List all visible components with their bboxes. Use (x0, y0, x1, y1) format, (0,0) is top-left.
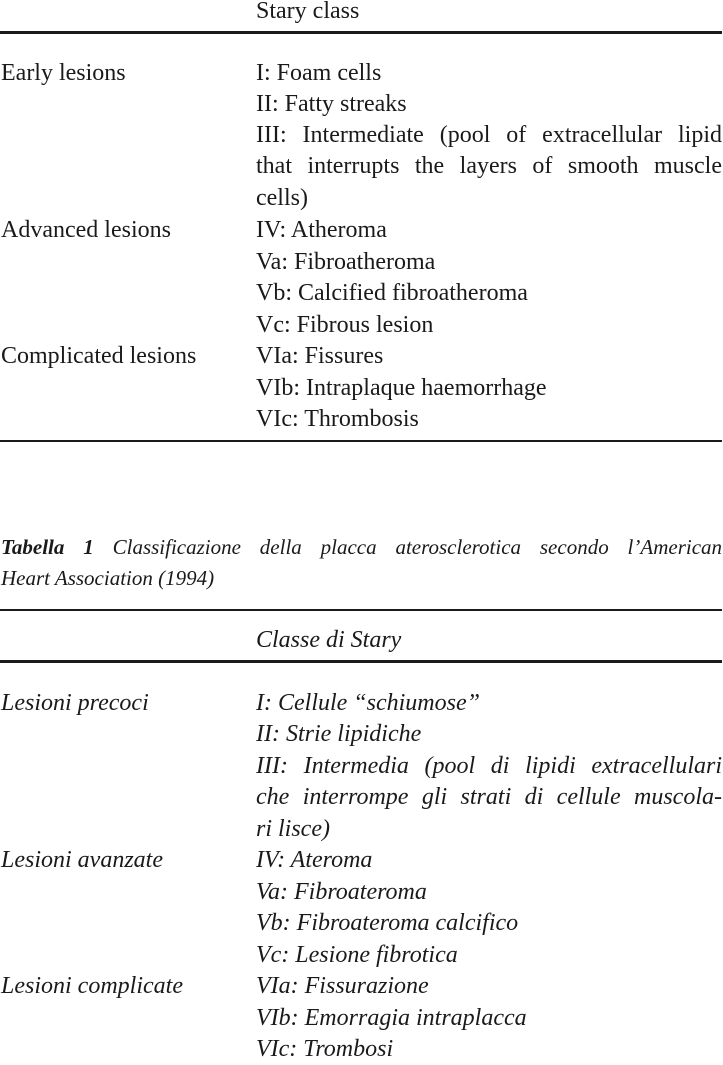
english-line: VIb: Intraplaque haemorrhage (256, 375, 547, 401)
english-bottom-rule (0, 440, 722, 442)
english-line: that interrupts the layers of smooth muscle (256, 153, 722, 179)
english-line: III: Intermediate (pool of extracellular lipid (256, 122, 722, 148)
english-line: Va: Fibroatheroma (256, 249, 436, 275)
english-line: I: Foam cells (256, 60, 382, 86)
english-group-label-early: Early lesions (1, 60, 126, 86)
english-line: VIc: Thrombosis (256, 406, 419, 432)
english-group-label-advanced: Advanced lesions (1, 217, 171, 243)
italian-group-label-advanced: Lesioni avanzate (1, 847, 163, 873)
caption-line-2: Heart Association (1994) (1, 566, 215, 590)
english-group-label-complicated: Complicated lesions (1, 343, 197, 369)
english-column-header: Stary class (256, 0, 360, 24)
italian-column-header: Classe di Stary (256, 627, 402, 653)
english-line: VIa: Fissures (256, 343, 384, 369)
italian-header-rule (0, 660, 722, 663)
italian-line: Va: Fibroateroma (256, 879, 427, 905)
english-line: Vb: Calcified fibroatheroma (256, 280, 528, 306)
italian-line: che interrompe gli strati di cellule muscola- (256, 784, 722, 810)
english-header-rule (0, 31, 722, 34)
italian-top-rule (0, 609, 722, 611)
italian-group-label-early: Lesioni precoci (1, 690, 149, 716)
italian-line: VIc: Trombosi (256, 1036, 394, 1062)
italian-line: I: Cellule “schiumose” (256, 690, 480, 716)
english-line: II: Fatty streaks (256, 91, 407, 117)
english-line: cells) (256, 185, 308, 211)
italian-line: ri lisce) (256, 816, 330, 842)
italian-line: Vc: Lesione fibrotica (256, 942, 458, 968)
italian-line: Vb: Fibroateroma calcifico (256, 910, 519, 936)
italian-line: VIb: Emorragia intraplacca (256, 1005, 527, 1031)
italian-line: III: Intermedia (pool di lipidi extracellulari (256, 753, 722, 779)
italian-group-label-complicated: Lesioni complicate (1, 973, 183, 999)
english-line: IV: Atheroma (256, 217, 387, 243)
italian-line: II: Strie lipidiche (256, 721, 422, 747)
italian-line: VIa: Fissurazione (256, 973, 429, 999)
caption-text: Classificazione della placca aterosclerotica secondo l’American (112, 535, 723, 559)
caption-line-1 (1, 533, 722, 561)
english-line: Vc: Fibrous lesion (256, 312, 434, 338)
caption-label: Tabella 1 (1, 535, 94, 559)
italian-line: IV: Ateroma (256, 847, 373, 873)
